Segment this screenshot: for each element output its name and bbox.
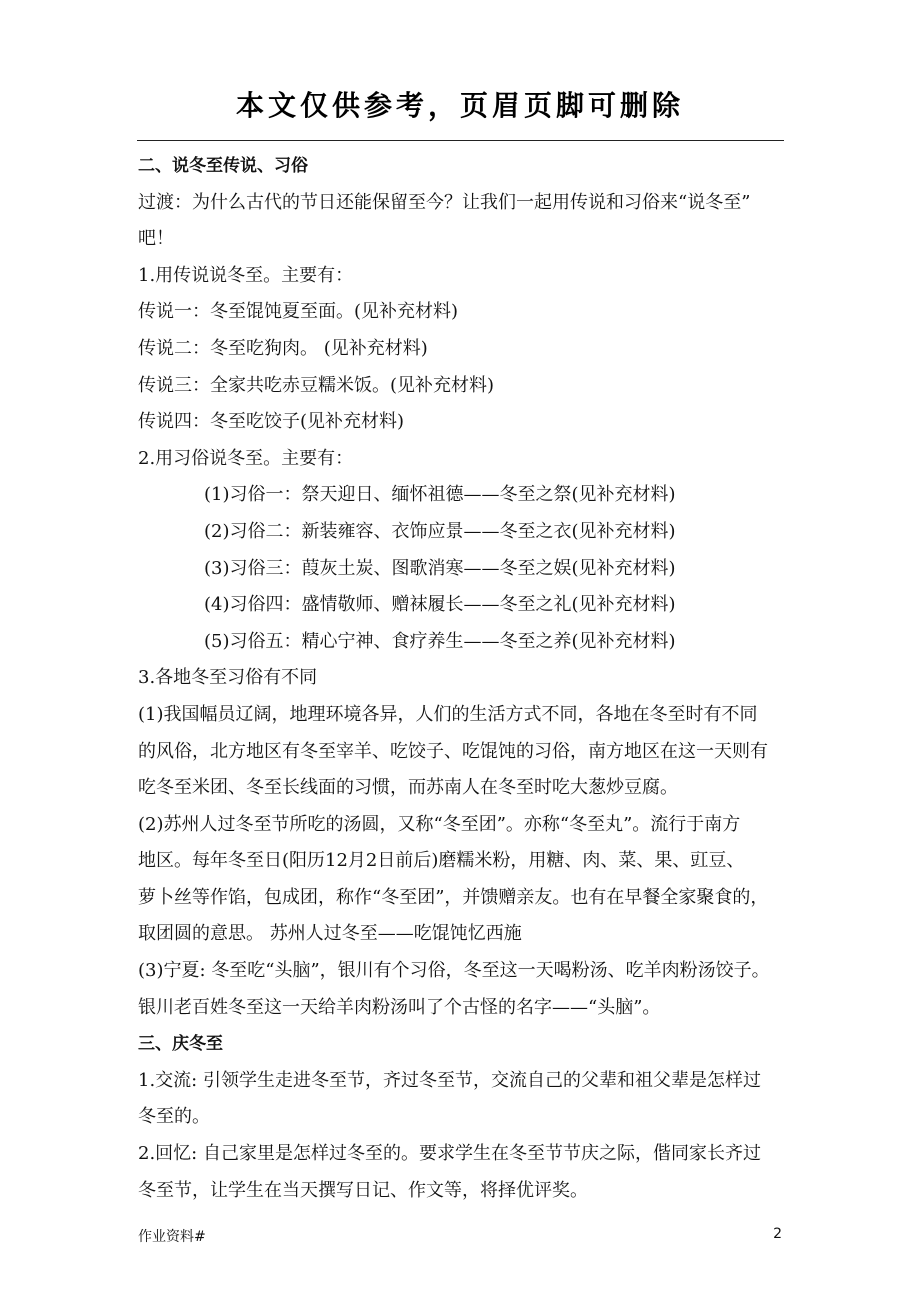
text-line: 吃冬至米团、冬至长线面的习惯，而苏南人在冬至时吃大葱炒豆腐。: [138, 777, 678, 799]
section-heading: 三、庆冬至: [138, 1034, 223, 1055]
text-line: 传说二：冬至吃狗肉。 (见补充材料): [138, 337, 428, 359]
text-line: 2.用习俗说冬至。主要有：: [138, 447, 354, 469]
text-line: (1)我国幅员辽阔，地理环境各异，人们的生活方式不同，各地在冬至时有不同: [138, 703, 758, 725]
text-line: 1.交流: 引领学生走进冬至节，齐过冬至节，交流自己的父辈和祖父辈是怎样过: [138, 1069, 761, 1091]
document-body: [138, 148, 788, 1209]
text-line: 冬至节，让学生在当天撰写日记、作文等，将择优评奖。: [138, 1179, 588, 1201]
header-divider: [137, 140, 784, 141]
footer-label: 作业资料#: [138, 1229, 206, 1245]
text-line: (3)宁夏: 冬至吃“头脑”，银川有个习俗，冬至这一天喝粉汤、吃羊肉粉汤饺子。: [138, 960, 770, 982]
text-line: 吧！: [138, 228, 174, 250]
section-heading: 二、说冬至传说、习俗: [138, 156, 308, 176]
text-line: (1)习俗一：祭天迎日、缅怀祖德——冬至之祭(见补充材料): [204, 484, 676, 506]
text-line: (5)习俗五：精心宁神、食疗养生——冬至之养(见补充材料): [204, 630, 676, 652]
text-line: 传说一：冬至馄饨夏至面。(见补充材料): [138, 301, 459, 323]
text-line: 的风俗，北方地区有冬至宰羊、吃饺子、吃馄饨的习俗，南方地区在这一天则有: [138, 740, 768, 762]
text-line: 传说四：冬至吃饺子(见补充材料): [138, 411, 405, 433]
text-line: 冬至的。: [138, 1106, 210, 1128]
page-number: 2: [773, 1226, 782, 1242]
page-header-title: 本文仅供参考，页眉页脚可删除: [235, 89, 684, 122]
text-line: 萝卜丝等作馅，包成团，称作“冬至团”，并馈赠亲友。也有在早餐全家聚食的，: [138, 886, 769, 908]
text-line: 3.各地冬至习俗有不同: [138, 667, 318, 689]
text-line: (4)习俗四：盛情敬师、赠袜履长——冬至之礼(见补充材料): [204, 594, 676, 616]
text-line: (3)习俗三：葭灰土炭、图歌消寒——冬至之娱(见补充材料): [204, 557, 676, 579]
text-line: 过渡：为什么古代的节日还能保留至今？让我们一起用传说和习俗来“说冬至”: [138, 191, 751, 213]
text-line: (2)习俗二：新装雍容、衣饰应景——冬至之衣(见补充材料): [204, 520, 676, 542]
text-line: 2.回忆: 自己家里是怎样过冬至的。要求学生在冬至节节庆之际，偕同家长齐过: [138, 1143, 761, 1165]
text-line: 银川老百姓冬至这一天给羊肉粉汤叫了个古怪的名字——“头脑”。: [138, 996, 661, 1018]
text-line: 取团圆的意思。 苏州人过冬至——吃馄饨忆西施: [138, 923, 522, 945]
text-line: 传说三：全家共吃赤豆糯米饭。(见补充材料): [138, 374, 495, 396]
text-line: 1.用传说说冬至。主要有：: [138, 264, 354, 286]
text-line: 地区。每年冬至日(阳历12月2日前后)磨糯米粉，用糖、肉、菜、果、豇豆、: [138, 850, 745, 872]
text-line: (2)苏州人过冬至节所吃的汤圆，又称“冬至团”。亦称“冬至丸”。流行于南方: [138, 813, 741, 835]
